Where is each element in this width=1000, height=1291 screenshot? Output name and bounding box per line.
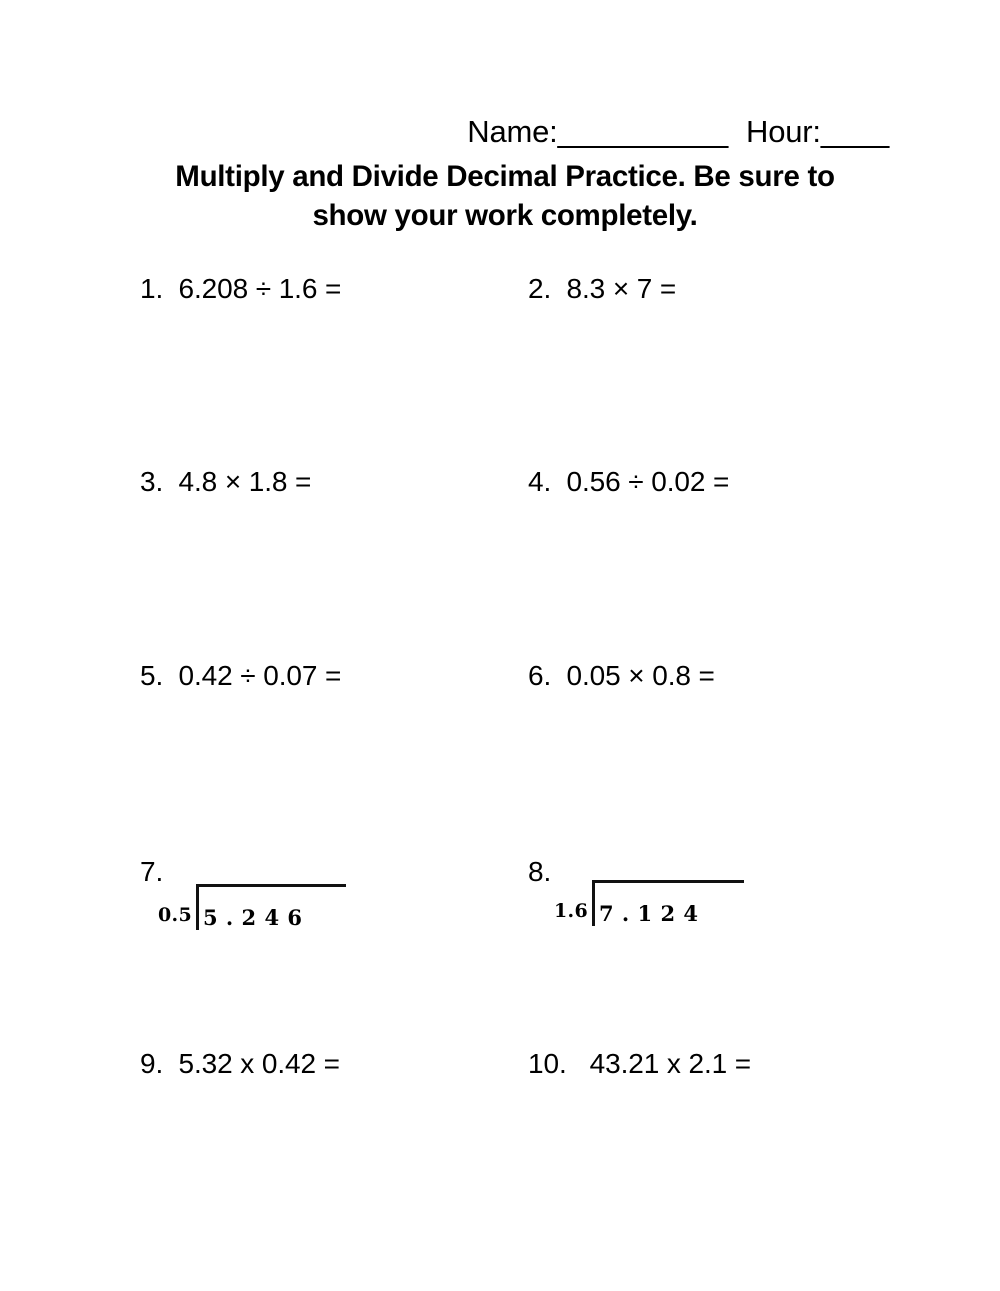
hour-label: Hour:: [746, 114, 821, 149]
problem-9: 9. 5.32 x 0.42 =: [140, 1048, 340, 1079]
problem-8-number: 8.: [528, 856, 552, 887]
page-title-line-1: Multiply and Divide Decimal Practice. Be sure to: [175, 160, 835, 193]
problem-1: 1. 6.208 ÷ 1.6 =: [140, 273, 342, 304]
divisor-7: 0.5: [158, 904, 192, 926]
problem-2: 2. 8.3 × 7 =: [528, 273, 677, 304]
dividend-7: 5 . 2 4 6: [203, 905, 303, 930]
long-division-bracket-8: [554, 880, 744, 928]
problem-8-long-division: [554, 880, 744, 932]
name-label: Name:: [467, 114, 558, 149]
long-division-bracket-7: [158, 884, 346, 932]
problem-4: 4. 0.56 ÷ 0.02 =: [528, 466, 730, 497]
page-title-line-2: show your work completely.: [312, 199, 698, 232]
divisor-8: 1.6: [554, 900, 588, 922]
header-spacer: [728, 113, 746, 151]
problem-7-number: 7.: [140, 856, 164, 887]
problem-6: 6. 0.05 × 0.8 =: [528, 660, 715, 691]
problem-5: 5. 0.42 ÷ 0.07 =: [140, 660, 342, 691]
name-blank-line[interactable]: __________: [557, 114, 729, 149]
problem-10: 10. 43.21 x 2.1 =: [528, 1048, 752, 1079]
hour-blank-line[interactable]: ____: [820, 114, 889, 149]
page-title: [155, 157, 855, 235]
name-and-hour-line: [0, 113, 889, 151]
problem-3: 3. 4.8 × 1.8 =: [140, 466, 312, 497]
dividend-8: 7 . 1 2 4: [599, 901, 699, 926]
problem-7-long-division: [158, 884, 346, 936]
